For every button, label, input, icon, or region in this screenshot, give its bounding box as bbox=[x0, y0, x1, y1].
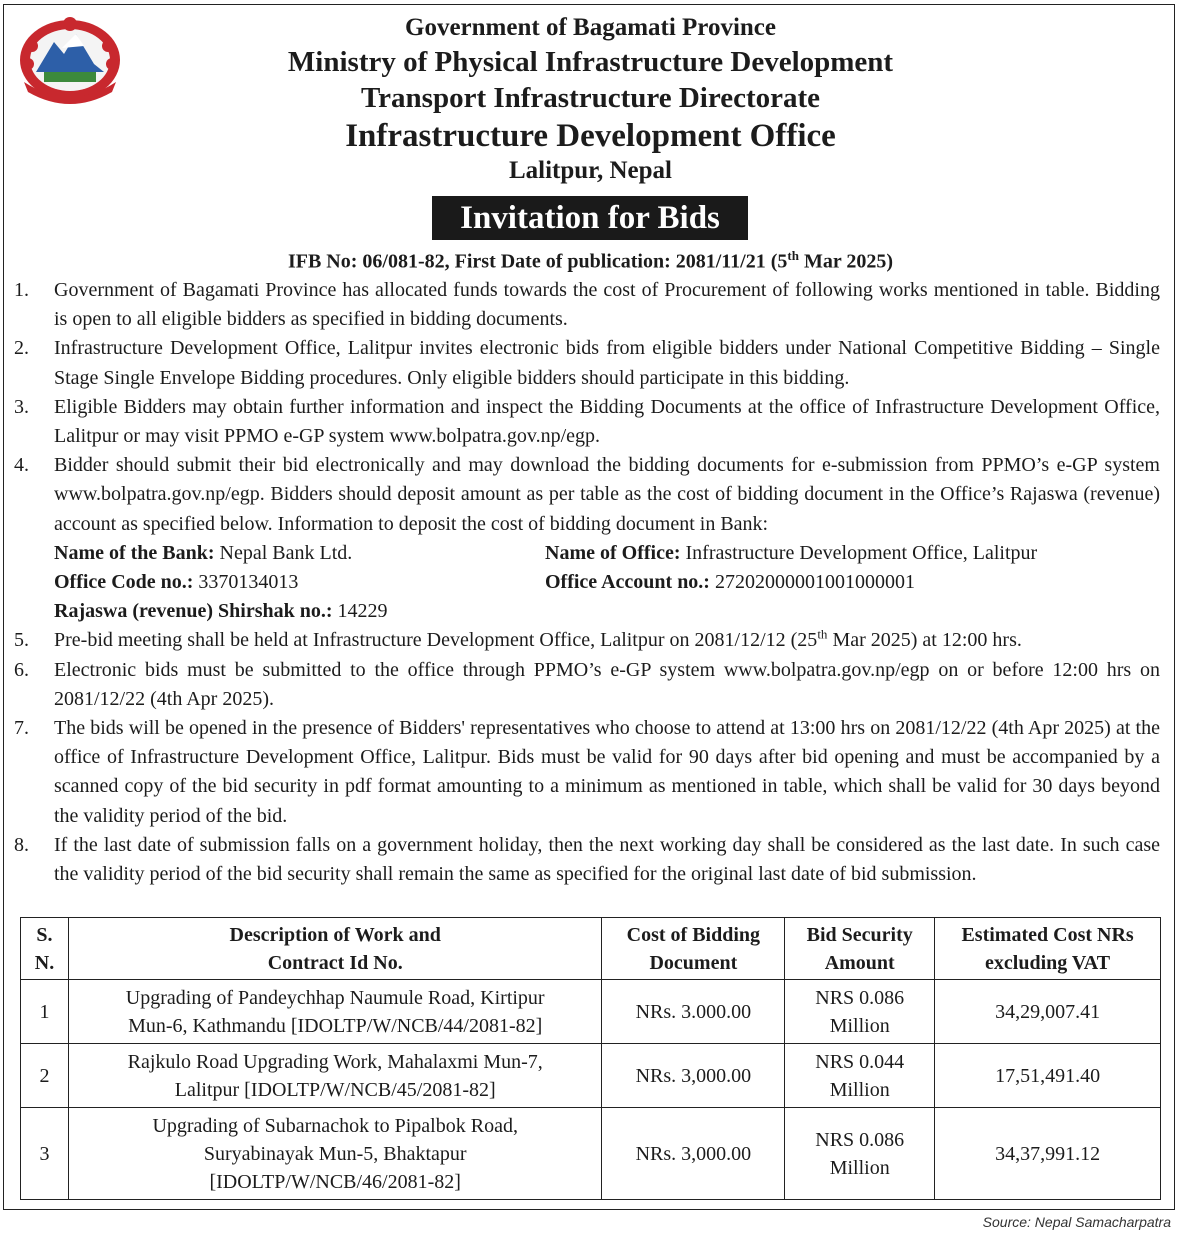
notice-body bbox=[14, 276, 1160, 889]
shirshak-number: Rajaswa (revenue) Shirshak no.: 14229 bbox=[54, 600, 388, 623]
cell-security: NRS 0.086 Million bbox=[785, 980, 935, 1044]
works-table bbox=[20, 917, 1161, 1200]
item-text: Bidder should submit their bid electronically and may download the bidding documents for e-submission from PPMO’s e-GP system www.bolpatra.gov.np/egp. Bidders should deposit amount as per table as the cost of bidding document in the Office’s Rajaswa (revenue) account as specified below. Information to deposit the cost of bidding document in Bank: bbox=[54, 454, 1160, 535]
list-item: 7. The bids will be opened in the presence of Bidders' representatives who choose to attend at 13:00 hrs on 2081/12/22 (4th Apr 2025) at the office of Infrastructure Development Office, Lalitpur. Bids must be valid for 90 days after bid opening and must be accompanied by a scanned copy of the bid security in pdf format amounting to a minimum as mentioned in table, which shall be valid for 30 days beyond the validity period of the bid. bbox=[14, 714, 1160, 831]
header-ministry: Ministry of Physical Infrastructure Development bbox=[287, 46, 894, 78]
item-text: The bids will be opened in the presence of Bidders' representatives who choose to attend at 13:00 hrs on 2081/12/22 (4th Apr 2025) at the office of Infrastructure Development Office, Lalitpur. Bids must be valid for 90 days after bid opening and must be accompanied by a scanned copy of the bid security in pdf format amounting to a minimum as mentioned in table, which shall be valid for 30 days beyond the validity period of the bid. bbox=[54, 717, 1160, 827]
item-text: Infrastructure Development Office, Lalitpur invites electronic bids from eligible bidders under National Competitive Bidding – Single Stage Single Envelope Bidding procedures. Only eligible bidders should participate in this bidding. bbox=[54, 337, 1160, 389]
list-item: 2. Infrastructure Development Office, Lalitpur invites electronic bids from eligible bidders under National Competitive Bidding – Single Stage Single Envelope Bidding procedures. Only eligible bidders should participate in this bidding. bbox=[14, 334, 1160, 392]
cell-description: Upgrading of Pandeychhap Naumule Road, Kirtipur Mun-6, Kathmandu [IDOLTP/W/NCB/44/2081-82] bbox=[68, 980, 601, 1044]
list-item: 3. Eligible Bidders may obtain further information and inspect the Bidding Documents at the office of Infrastructure Development Office, Lalitpur or may visit PPMO e-GP system www.bolpatra.gov.np/egp. bbox=[14, 393, 1160, 451]
cell-estimate: 34,29,007.41 bbox=[935, 980, 1161, 1044]
header-location: Lalitpur, Nepal bbox=[508, 157, 672, 184]
office-name: Name of Office: Infrastructure Development Office, Lalitpur bbox=[545, 541, 1038, 564]
cell-cost: NRs. 3,000.00 bbox=[602, 1044, 785, 1108]
item-text: Pre-bid meeting shall be held at Infrastructure Development Office, Lalitpur on 2081/12/12 (25th Mar 2025) at 12:00 hrs. bbox=[54, 626, 1022, 652]
source-caption: Source: Nepal Samacharpatra bbox=[982, 1214, 1171, 1230]
cell-cost: NRs. 3,000.00 bbox=[602, 1108, 785, 1200]
ifb-number: IFB No: 06/081-82, First Date of publication: 2081/11/21 (5th Mar 2025) bbox=[287, 248, 894, 273]
item-text: Eligible Bidders may obtain further information and inspect the Bidding Documents at the office of Infrastructure Development Office, Lalitpur or may visit PPMO e-GP system www.bolpatra.gov.np/egp. bbox=[54, 395, 1160, 448]
table-row bbox=[21, 1108, 1161, 1200]
office-code: Office Code no.: 3370134013 bbox=[54, 571, 299, 594]
cell-sn: 1 bbox=[21, 980, 69, 1044]
cell-description: Upgrading of Subarnachok to Pipalbok Road, Suryabinayak Mun-5, Bhaktapur [IDOLTP/W/NCB/46/2081-82] bbox=[68, 1108, 601, 1200]
cell-estimate: 17,51,491.40 bbox=[935, 1044, 1161, 1108]
cell-sn: 2 bbox=[21, 1044, 69, 1108]
bank-details bbox=[54, 539, 1160, 627]
header-directorate: Transport Infrastructure Directorate bbox=[360, 82, 821, 114]
bank-name: Name of the Bank: Nepal Bank Ltd. bbox=[54, 541, 353, 564]
list-item: 5. Pre-bid meeting shall be held at Infrastructure Development Office, Lalitpur on 2081/12/12 (25th Mar 2025) at 12:00 hrs. bbox=[14, 626, 1160, 655]
list-item: 6. Electronic bids must be submitted to the office through PPMO’s e-GP system www.bolpatra.gov.np/egp on or before 12:00 hrs on 2081/12/22 (4th Apr 2025). bbox=[14, 656, 1160, 714]
column-header-estimate: Estimated Cost NRs excluding VAT bbox=[935, 918, 1161, 980]
item-text: If the last date of submission falls on a government holiday, then the next working day shall be considered as the last date. In such case the validity period of the bid security shall remain the same as specified for the original last date of bid submission. bbox=[54, 833, 1160, 886]
cell-security: NRS 0.044 Million bbox=[785, 1044, 935, 1108]
list-item: 8. If the last date of submission falls on a government holiday, then the next working day shall be considered as the last date. In such case the validity period of the bid security shall remain the same as specified for the original last date of bid submission. bbox=[14, 831, 1160, 889]
item-text: Electronic bids must be submitted to the office through PPMO’s e-GP system www.bolpatra.gov.np/egp on or before 12:00 hrs on 2081/12/22 (4th Apr 2025). bbox=[54, 658, 1160, 710]
cell-security: NRS 0.086 Million bbox=[785, 1108, 935, 1200]
cell-cost: NRs. 3.000.00 bbox=[602, 980, 785, 1044]
header-office: Infrastructure Development Office bbox=[345, 118, 836, 154]
list-item: 4. Bidder should submit their bid electronically and may download the bidding documents for e-submission from PPMO’s e-GP system www.bolpatra.gov.np/egp. Bidders should deposit amount as per table as the cost of bidding document in the Office’s Rajaswa (revenue) account as specified below. Information to deposit the cost of bidding document in Bank: Name of the Bank: Nepal Bank Ltd. Name of Office: Infrastructure Development Office, Lalitpur Office Code no.: 3370134013 Office Account no.: 27202000001001000001 Rajaswa (revenue) Shirshak no.: 14229 bbox=[14, 451, 1160, 626]
header-government: Government of Bagamati Province bbox=[405, 14, 776, 41]
cell-estimate: 34,37,991.12 bbox=[935, 1108, 1161, 1200]
table-row bbox=[21, 1044, 1161, 1108]
notice-title: Invitation for Bids bbox=[432, 196, 748, 240]
column-header-cost: Cost of Bidding Document bbox=[602, 918, 785, 980]
item-text: Government of Bagamati Province has allocated funds towards the cost of Procurement of following works mentioned in table. Bidding is open to all eligible bidders as specified in bidding documents. bbox=[54, 279, 1160, 331]
cell-description: Rajkulo Road Upgrading Work, Mahalaxmi Mun-7, Lalitpur [IDOLTP/W/NCB/45/2081-82] bbox=[68, 1044, 601, 1108]
list-item: 1. Government of Bagamati Province has allocated funds towards the cost of Procurement of following works mentioned in table. Bidding is open to all eligible bidders as specified in bidding documents. bbox=[14, 276, 1160, 334]
column-header-description: Description of Work and Contract Id No. bbox=[68, 918, 601, 980]
column-header-sn: S. N. bbox=[21, 918, 69, 980]
table-header-row bbox=[21, 918, 1161, 980]
table-row bbox=[21, 980, 1161, 1044]
office-account: Office Account no.: 27202000001001000001 bbox=[545, 571, 915, 594]
column-header-security: Bid Security Amount bbox=[785, 918, 935, 980]
cell-sn: 3 bbox=[21, 1108, 69, 1200]
